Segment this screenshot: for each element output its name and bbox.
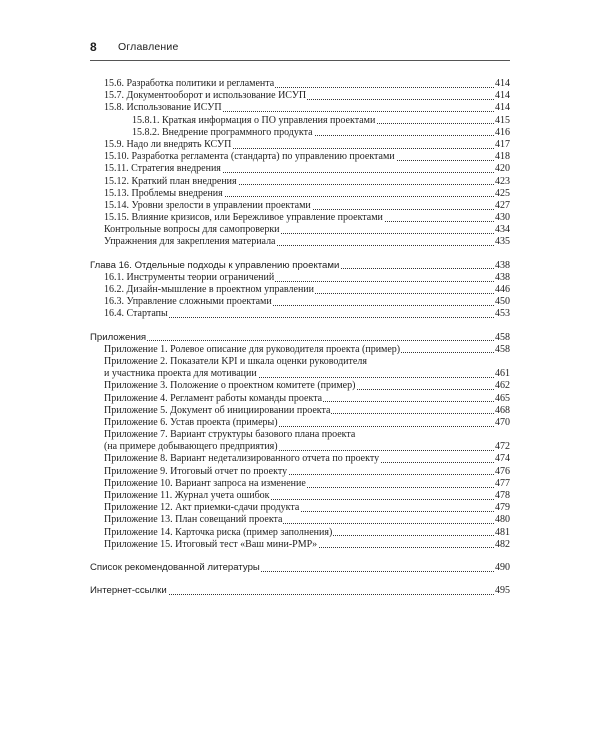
toc-entry-title: 16.3. Управление сложными проектами bbox=[104, 296, 272, 308]
toc-entry[interactable] bbox=[90, 284, 510, 296]
toc-entry-page: 423 bbox=[495, 175, 510, 187]
toc-entry[interactable] bbox=[90, 224, 510, 236]
toc-entry-title: Приложение 10. Вариант запроса на изменение bbox=[104, 477, 306, 489]
toc-entry-page: 425 bbox=[495, 187, 510, 199]
toc-entry-page: 417 bbox=[495, 138, 510, 150]
toc-entry[interactable] bbox=[90, 90, 510, 102]
toc-entry[interactable] bbox=[90, 344, 510, 356]
toc-entry[interactable] bbox=[90, 380, 510, 392]
toc-entry[interactable] bbox=[90, 490, 510, 502]
toc-entry[interactable] bbox=[90, 102, 510, 114]
toc-entry-page: 435 bbox=[495, 236, 510, 248]
toc-entry-title: 15.9. Надо ли внедрять КСУП bbox=[104, 138, 232, 150]
toc-entry-title: и участника проекта для мотивации bbox=[104, 368, 257, 380]
toc-entry-title: Приложение 5. Документ об инициировании проекта bbox=[104, 404, 331, 416]
toc-entry[interactable] bbox=[90, 417, 510, 429]
toc-entry-title: Приложение 3. Положение о проектном комитете (пример) bbox=[104, 380, 356, 392]
toc-entry-page: 453 bbox=[495, 308, 510, 320]
toc-entry-title: Приложение 12. Акт приемки-сдачи продукта bbox=[104, 502, 300, 514]
toc-entry-page: 414 bbox=[495, 78, 510, 89]
toc-entry[interactable] bbox=[90, 188, 510, 200]
toc-entry[interactable] bbox=[90, 539, 510, 551]
toc-entry-title: Приложение 9. Итоговый отчет по проекту bbox=[104, 465, 288, 477]
toc-entry-title: Список рекомендованной литературы bbox=[90, 561, 260, 573]
toc-entry-title: Приложение 2. Показатели KPI и шкала оценки руководителя bbox=[104, 355, 367, 367]
toc-entry-title: Приложения bbox=[90, 331, 147, 343]
toc-entry-page: 461 bbox=[495, 368, 510, 380]
toc-entry-title: (на примере добывающего предприятия) bbox=[104, 441, 278, 453]
toc-subsection-entry[interactable] bbox=[90, 115, 510, 127]
toc-entry[interactable] bbox=[90, 176, 510, 188]
toc-entry-title: Приложение 4. Регламент работы команды проекта bbox=[104, 392, 323, 404]
toc-entry-page: 482 bbox=[495, 538, 510, 550]
toc-entry[interactable] bbox=[90, 368, 510, 380]
toc-entry[interactable] bbox=[90, 478, 510, 490]
toc-entry[interactable] bbox=[90, 514, 510, 526]
toc-entry-title: 16.4. Стартапы bbox=[104, 308, 168, 320]
toc-entry-page: 458 bbox=[495, 343, 510, 355]
toc-entry-page: 468 bbox=[495, 404, 510, 416]
toc-entry-page: 478 bbox=[495, 490, 510, 501]
toc-entry-title: Интернет-ссылки bbox=[90, 585, 167, 597]
toc-entry[interactable] bbox=[90, 236, 510, 248]
toc-entry-page: 416 bbox=[495, 126, 510, 138]
toc-entry-page: 438 bbox=[495, 271, 510, 283]
section-gap bbox=[90, 321, 510, 332]
toc-chapter-entry[interactable] bbox=[90, 260, 510, 272]
toc-entry-title: Приложение 7. Вариант структуры базового плана проекта bbox=[104, 429, 356, 441]
toc-entry-page: 418 bbox=[495, 151, 510, 163]
section-gap bbox=[90, 249, 510, 260]
toc-entry[interactable] bbox=[90, 296, 510, 308]
toc-entry-title: 15.13. Проблемы внедрения bbox=[104, 187, 223, 199]
toc-entry-page: 414 bbox=[495, 102, 510, 114]
toc-entry-title: 15.6. Разработка политики и регламента bbox=[104, 78, 275, 89]
toc-entry-page: 450 bbox=[495, 296, 510, 308]
toc-entry-title: 15.7. Документооборот и использование ИСУП bbox=[104, 90, 307, 102]
toc-entry-page: 470 bbox=[495, 416, 510, 428]
toc-chapter-entry[interactable] bbox=[90, 585, 510, 597]
toc-entry-page: 438 bbox=[495, 259, 510, 271]
toc-entry-title: 15.11. Стратегия внедрения bbox=[104, 163, 221, 175]
toc-entry-title: Приложение 8. Вариант недетализированного отчета по проекту bbox=[104, 453, 380, 465]
page-number: 8 bbox=[90, 40, 97, 54]
toc-entry-title: 15.12. Краткий план внедрения bbox=[104, 175, 237, 187]
table-of-contents bbox=[90, 78, 510, 597]
toc-entry-page: 476 bbox=[495, 465, 510, 477]
running-title: Оглавление bbox=[118, 41, 179, 53]
toc-entry-page: 472 bbox=[495, 441, 510, 453]
toc-entry-page: 458 bbox=[495, 331, 510, 343]
toc-entry[interactable] bbox=[90, 200, 510, 212]
toc-entry-page: 446 bbox=[495, 284, 510, 295]
toc-entry-title: Приложение 11. Журнал учета ошибок bbox=[104, 490, 270, 501]
toc-entry-page: 420 bbox=[495, 163, 510, 175]
toc-entry-page: 490 bbox=[495, 561, 510, 573]
toc-subsection-entry[interactable] bbox=[90, 127, 510, 139]
toc-entry-page: 479 bbox=[495, 502, 510, 514]
section-gap bbox=[90, 551, 510, 562]
toc-entry[interactable] bbox=[90, 441, 510, 453]
toc-entry[interactable] bbox=[90, 151, 510, 163]
toc-entry[interactable] bbox=[90, 356, 510, 368]
toc-entry-title: Приложение 14. Карточка риска (пример заполнения) bbox=[104, 526, 333, 538]
toc-entry-page: 465 bbox=[495, 392, 510, 404]
toc-entry[interactable] bbox=[90, 78, 510, 90]
toc-entry-page: 434 bbox=[495, 224, 510, 236]
toc-entry-page: 415 bbox=[495, 114, 510, 126]
toc-entry-title: Приложение 15. Итоговый тест «Ваш мини-PMP» bbox=[104, 538, 318, 550]
toc-entry[interactable] bbox=[90, 527, 510, 539]
toc-entry[interactable] bbox=[90, 308, 510, 320]
toc-chapter-entry[interactable] bbox=[90, 332, 510, 344]
toc-entry-title: 15.10. Разработка регламента (стандарта) по управлению проектами bbox=[104, 151, 395, 163]
toc-entry-page: 462 bbox=[495, 380, 510, 392]
toc-entry-title: Приложение 1. Ролевое описание для руководителя проекта (пример) bbox=[104, 343, 401, 355]
dot-leader bbox=[90, 340, 498, 341]
toc-entry[interactable] bbox=[90, 453, 510, 465]
toc-entry-title: Упражнения для закрепления материала bbox=[104, 236, 276, 248]
toc-entry[interactable] bbox=[90, 502, 510, 514]
toc-entry-page: 477 bbox=[495, 477, 510, 489]
toc-entry[interactable] bbox=[90, 429, 510, 441]
toc-entry-page: 430 bbox=[495, 212, 510, 224]
toc-entry[interactable] bbox=[90, 212, 510, 224]
toc-entry[interactable] bbox=[90, 163, 510, 175]
toc-entry-title: Глава 16. Отдельные подходы к управлению проектами bbox=[90, 259, 340, 271]
toc-entry[interactable] bbox=[90, 272, 510, 284]
header-rule bbox=[90, 60, 510, 61]
toc-entry-page: 495 bbox=[495, 585, 510, 597]
toc-entry[interactable] bbox=[90, 139, 510, 151]
toc-entry-title: 15.14. Уровни зрелости в управлении проектами bbox=[104, 199, 311, 211]
toc-entry-title: 16.1. Инструменты теории ограничений bbox=[104, 271, 275, 283]
toc-chapter-entry[interactable] bbox=[90, 562, 510, 574]
toc-entry-title: Приложение 13. План совещаний проекта bbox=[104, 514, 283, 526]
toc-entry-title: Контрольные вопросы для самопроверки bbox=[104, 224, 280, 236]
toc-entry-title: 15.15. Влияние кризисов, или Бережливое управление проектами bbox=[104, 212, 383, 224]
toc-entry-page: 427 bbox=[495, 199, 510, 211]
toc-entry-title: 15.8.2. Внедрение программного продукта bbox=[132, 126, 313, 138]
toc-entry-title: 16.2. Дизайн-мышление в проектном управлении bbox=[104, 284, 314, 295]
toc-entry-title: 15.8.1. Краткая информация о ПО управления проектами bbox=[132, 114, 376, 126]
toc-entry[interactable] bbox=[90, 393, 510, 405]
toc-entry-page: 480 bbox=[495, 514, 510, 526]
toc-entry-page: 414 bbox=[495, 90, 510, 102]
section-gap bbox=[90, 574, 510, 585]
toc-entry[interactable] bbox=[90, 405, 510, 417]
toc-entry-title: Приложение 6. Устав проекта (примеры) bbox=[104, 416, 278, 428]
toc-entry[interactable] bbox=[90, 466, 510, 478]
toc-entry-page: 474 bbox=[495, 453, 510, 465]
toc-entry-page: 481 bbox=[495, 526, 510, 538]
toc-entry-title: 15.8. Использование ИСУП bbox=[104, 102, 222, 114]
